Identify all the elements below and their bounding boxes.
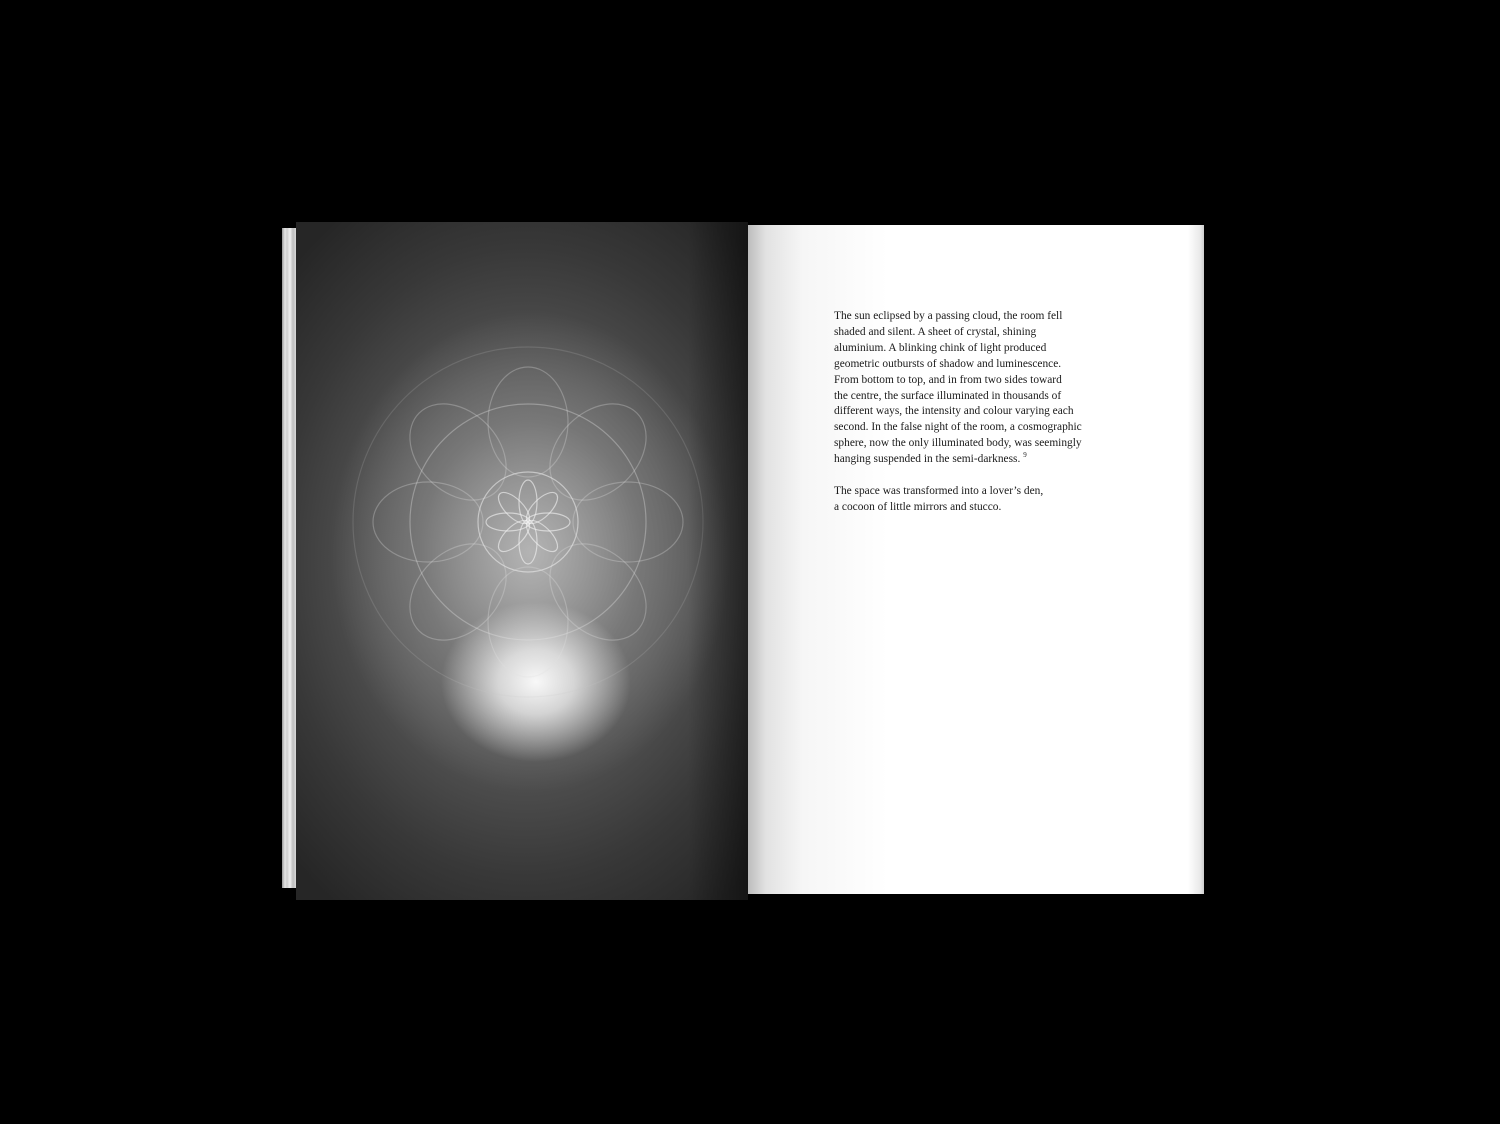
paragraph-2: The space was transformed into a lover’s den, a cocoon of little mirrors and stucco. <box>834 484 1044 513</box>
crystal-pattern-illustration <box>296 222 748 900</box>
footnote-marker: 9 <box>1023 451 1027 460</box>
body-text <box>834 309 1134 532</box>
right-page <box>748 225 1204 894</box>
left-page <box>296 222 748 900</box>
paragraph-1: The sun eclipsed by a passing cloud, the room fell shaded and silent. A sheet of crystal, shining aluminium. A blinking chink of light produced geometric outbursts of shadow and luminescence. From bottom to top, and in from two sides toward the centre, the surface illuminated in thousands of different ways, the intensity and colour varying each second. In the false night of the room, a cosmographic sphere, now the only illuminated body, was seemingly hanging suspended in the semi-darkness. $^9$ <box>834 310 1082 466</box>
gutter-shadow <box>688 222 748 900</box>
open-book-spread <box>282 222 1204 902</box>
crystal-glass-photo <box>296 222 748 900</box>
